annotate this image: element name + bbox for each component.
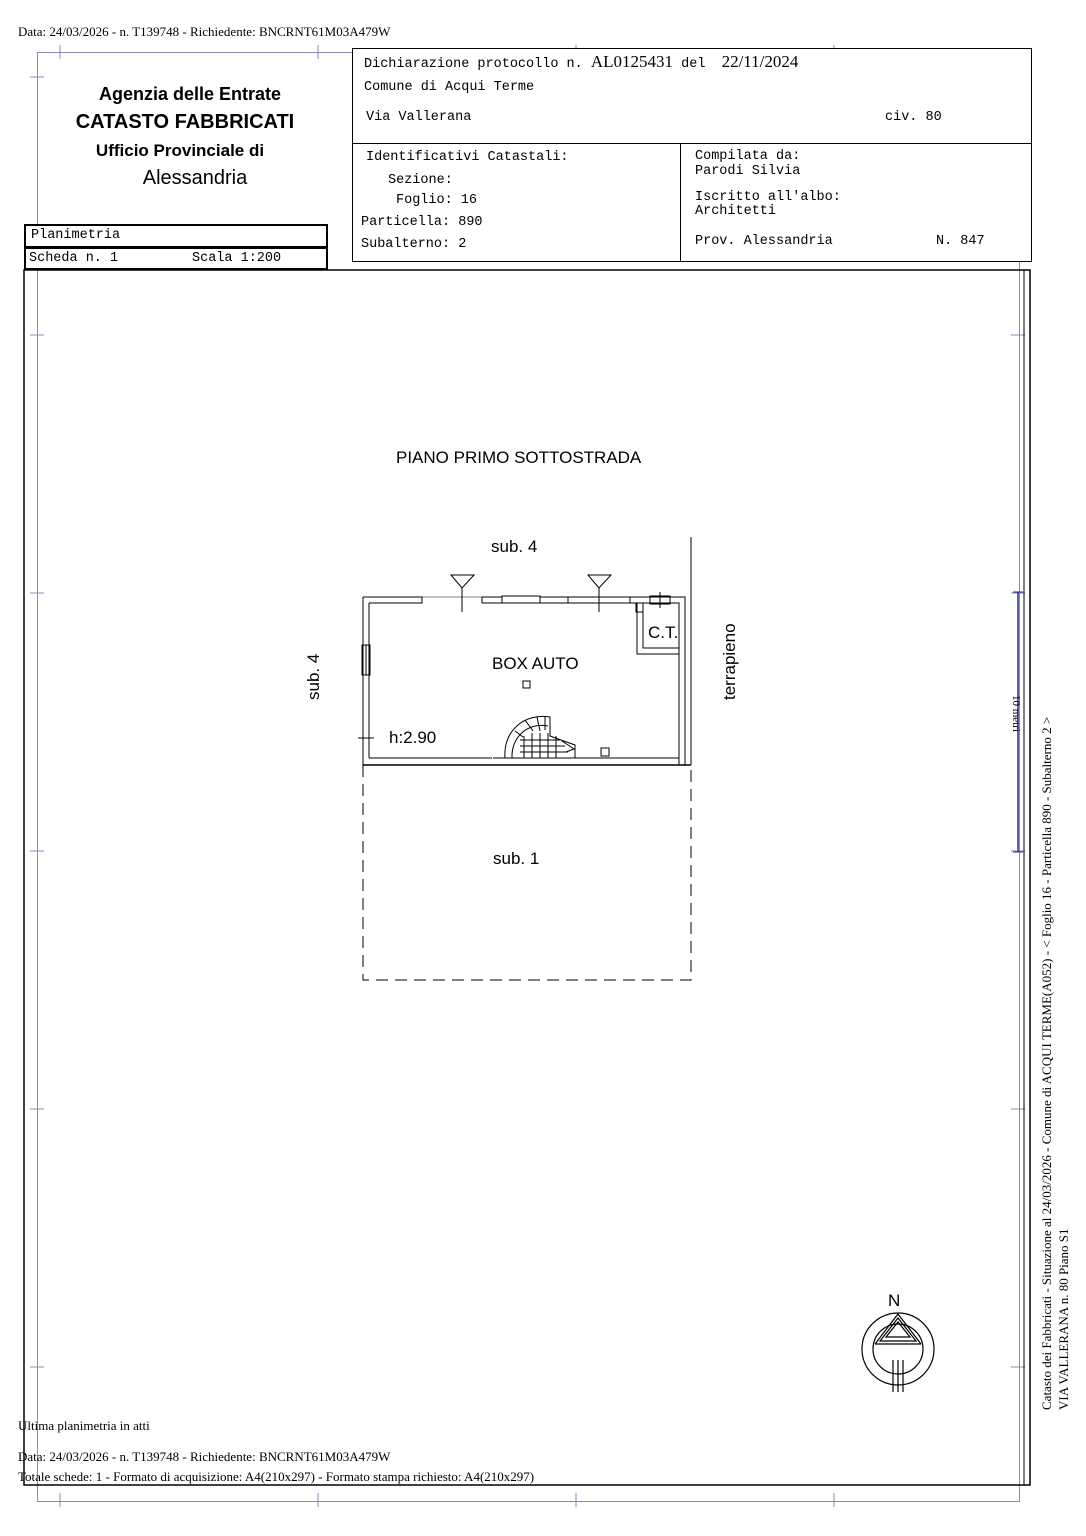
label-north: N [888,1291,901,1310]
label-ct: C.T. [648,623,679,642]
declaration-del: del [681,57,706,72]
side-line-1: Catasto dei Fabbricati - Situazione al 24/03/2026 - Comune di ACQUI TERME(A052) - < Foglio 16 - Particella 890 - Subalterno 2 > [1039,716,1054,1410]
scala: Scala 1:200 [192,251,282,266]
albo-label: Iscritto all'albo: [695,190,841,205]
agency-office: Ufficio Provinciale di [95,141,265,160]
civic-value: 80 [925,110,942,125]
agency-catasto: CATASTO FABBRICATI [75,111,295,133]
compiler-label: Compilata da: [695,149,801,164]
street: Via Vallerana [366,110,472,125]
label-terrapieno: terrapieno [720,623,739,700]
label-sub1: sub. 1 [493,849,540,868]
albo-number: N. 847 [936,234,985,249]
scale-mark: 10 metri [1010,695,1022,732]
label-sub4-left: sub. 4 [304,653,323,700]
civic-label: civ. [885,110,918,125]
header-meta: Data: 24/03/2026 - n. T139748 - Richiedente: BNCRNT61M03A479W [18,24,391,39]
footer-totals: Totale schede: 1 - Formato di acquisizione: A4(210x297) - Formato stampa richiesto: A4(210x297) [18,1469,535,1484]
identifiers-title: Identificativi Catastali: [366,150,569,165]
side-line-2: VIA VALLERANA n. 80 Piano S1 [1056,1228,1071,1410]
province: Prov. Alessandria [695,234,833,249]
agency-name: Agenzia delle Entrate [98,84,282,104]
scheda-number: Scheda n. 1 [29,251,119,266]
particella: Particella: 890 [361,215,483,230]
declaration-number: AL0125431 [590,52,674,71]
plan-title: PIANO PRIMO SOTTOSTRADA [396,448,642,467]
declaration-date: 22/11/2024 [721,52,799,71]
albo-value: Architetti [695,204,777,219]
agency-city: Alessandria [142,167,248,189]
label-height: h:2.90 [389,728,437,747]
declaration-prefix: Dichiarazione protocollo n. [364,57,583,72]
sezione: Sezione: [388,173,453,188]
label-sub4-top: sub. 4 [491,537,538,556]
comune: Comune di Acqui Terme [364,80,535,95]
compiler-name: Parodi Silvia [695,164,801,179]
foglio: Foglio: 16 [396,193,478,208]
planimetria-label: Planimetria [31,228,121,243]
footer-meta: Data: 24/03/2026 - n. T139748 - Richiedente: BNCRNT61M03A479W [18,1449,391,1464]
subalterno: Subalterno: 2 [361,237,467,252]
label-box-auto: BOX AUTO [492,654,579,673]
footer-last: Ultima planimetria in atti [18,1418,150,1433]
north-arrow-icon [862,1313,934,1392]
